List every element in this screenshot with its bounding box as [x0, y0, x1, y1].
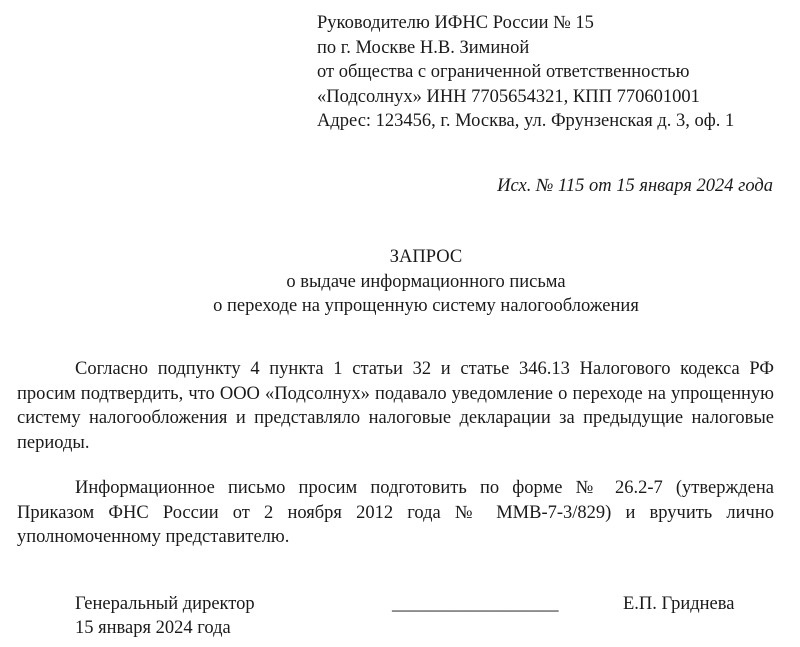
signer-name: Е.П. Гриднева — [623, 594, 735, 614]
addressee-line: Адрес: 123456, г. Москва, ул. Фрунзенская д. 3, оф. 1 — [317, 111, 735, 131]
addressee-block — [317, 11, 787, 134]
body-paragraph-2: Информационное письмо просим подготовить по форме № 26.2-7 (утверждена Приказом ФНС России от 2 ноября 2012 года № ММВ-7-3/829) и вручить лично уполномоченному представителю. — [17, 478, 774, 547]
outgoing-reference: Исх. № 115 от 15 января 2024 года — [497, 176, 773, 196]
signature-block — [75, 592, 775, 642]
title-heading: ЗАПРОС — [389, 247, 463, 267]
addressee-line: «Подсолнух» ИНН 7705654321, КПП 770601001 — [317, 86, 700, 107]
document-title — [0, 245, 800, 319]
signature-date: 15 января 2024 года — [75, 618, 231, 638]
addressee-line: от общества с ограниченной ответственностью — [317, 62, 690, 82]
signature-line: __________________ — [392, 594, 559, 614]
body-paragraph-1: Согласно подпункту 4 пункта 1 статьи 32 и статье 346.13 Налогового кодекса РФ просим подтвердить, что ООО «Подсолнух» подавало уведомление о переходе на упрощенную систему налогообложения и представляло налоговые декларации за предыдущие налоговые периоды. — [17, 359, 774, 453]
addressee-line: Руководителю ИФНС России № 15 — [317, 13, 594, 33]
title-subtitle: о переходе на упрощенную систему налогообложения — [213, 296, 639, 316]
title-subtitle: о выдаче информационного письма — [286, 271, 566, 292]
addressee-line: по г. Москве Н.В. Зиминой — [317, 37, 530, 58]
signer-position: Генеральный директор — [75, 594, 255, 614]
